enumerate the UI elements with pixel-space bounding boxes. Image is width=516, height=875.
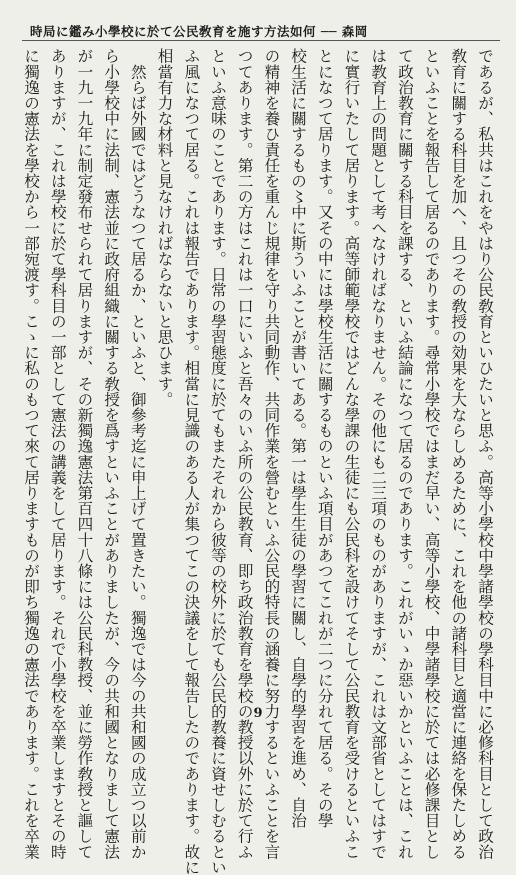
text-column: ら小學校中に法制、憲法並に政府組織に關する敎授を爲すといふことがありましたが、今の共和國となりまして憲法 (102, 48, 121, 860)
text-column: 敎育に關する科目を加へ、且つその敎授の効果を大ならしめるために、これを他の諸科目と適當に連絡を保たしめる (449, 48, 468, 860)
text-column: て政治教育に關する科目を課する、といふ結論になつて居るのであります。これがいゝか惡いかといふことは、これ (395, 48, 414, 860)
text-column: 然らば外國ではどうなつて居るか、といふと、御參考迄に申上げて置きたい。獨逸では今の共和國の成立つ以前か (128, 48, 147, 860)
text-column: であるが、私共はこれをやはり公民敎育といひたいと思ふ。高等小學校中學諸學校の學科目中に必修科目として政治 (476, 48, 494, 860)
text-column: とになつて居ります。又その中には學校生活に關するものといふ項目があつてこれが二つに分れて居る。その學 (315, 48, 334, 828)
text-column: といふことを報告して居るのであります。尋常小學校ではまだ早い、高等小學校、中學諸學校に於ては必修課目とし (422, 48, 441, 860)
text-column: 校生活に關するもの〻中に斯ういふことが書いてある。第一は學生生徒の學習に關し、自學的學習を進め、自治 (289, 48, 308, 828)
page-number: 9 (253, 706, 263, 721)
text-column: が一九一九年に制定發布せられて居りますが、その新獨逸憲法第百四十八條には公民科教授、並に勞作敎授と謳して (75, 48, 94, 860)
text-column: に獨逸の憲法を學校から一部宛渡す。こゝに私のもつて來て居りますものが即ち獨逸の憲法であります。これを卒業 (22, 48, 41, 860)
text-column: は教育上の問題として考へなければなりません。その他にも二三項のものがありますが、これは文部省としてはすで (369, 48, 388, 860)
body-text (22, 48, 498, 875)
text-column: 相當有力な材料と見なければならないと思ひます。 (155, 48, 174, 407)
text-column: の精神を養ひ責任を重んじ規律を守り共同動作、共同作業を營むといふ公民的特長の涵養に努力するといふことを言 (262, 48, 281, 860)
text-column: つてあります。第二の方はこれは一口にいふと吾々のいふ所の公民教育、即ち政治教育を學校の教授以外に於て行ふ (235, 48, 254, 860)
header-rule (22, 40, 500, 41)
text-column: に實行いたして居ります。高等師範學校ではどんな學課の生徒にも公民科を設けてそして公民教育を受けるといふこ (342, 48, 361, 860)
text-column: といふ意味のことであります。日常の學習態度に於てもまたそれから彼等の校外に於ても公民的教養に資せしむるとい (208, 48, 227, 875)
text-column: ありますが、これは學校に於て學科目の一部として憲法の講義をして居ります。それで小學校を卒業しますとその時 (48, 48, 67, 860)
text-column: ふ風になつて居る。これは報告であります。相當に見識のある人が集つてこの決議をして報告したのであります。故に (182, 48, 201, 875)
running-head: 時局に鑑み小學校に於て公民敎育を施す方法如何 ── 森岡 (30, 24, 368, 39)
